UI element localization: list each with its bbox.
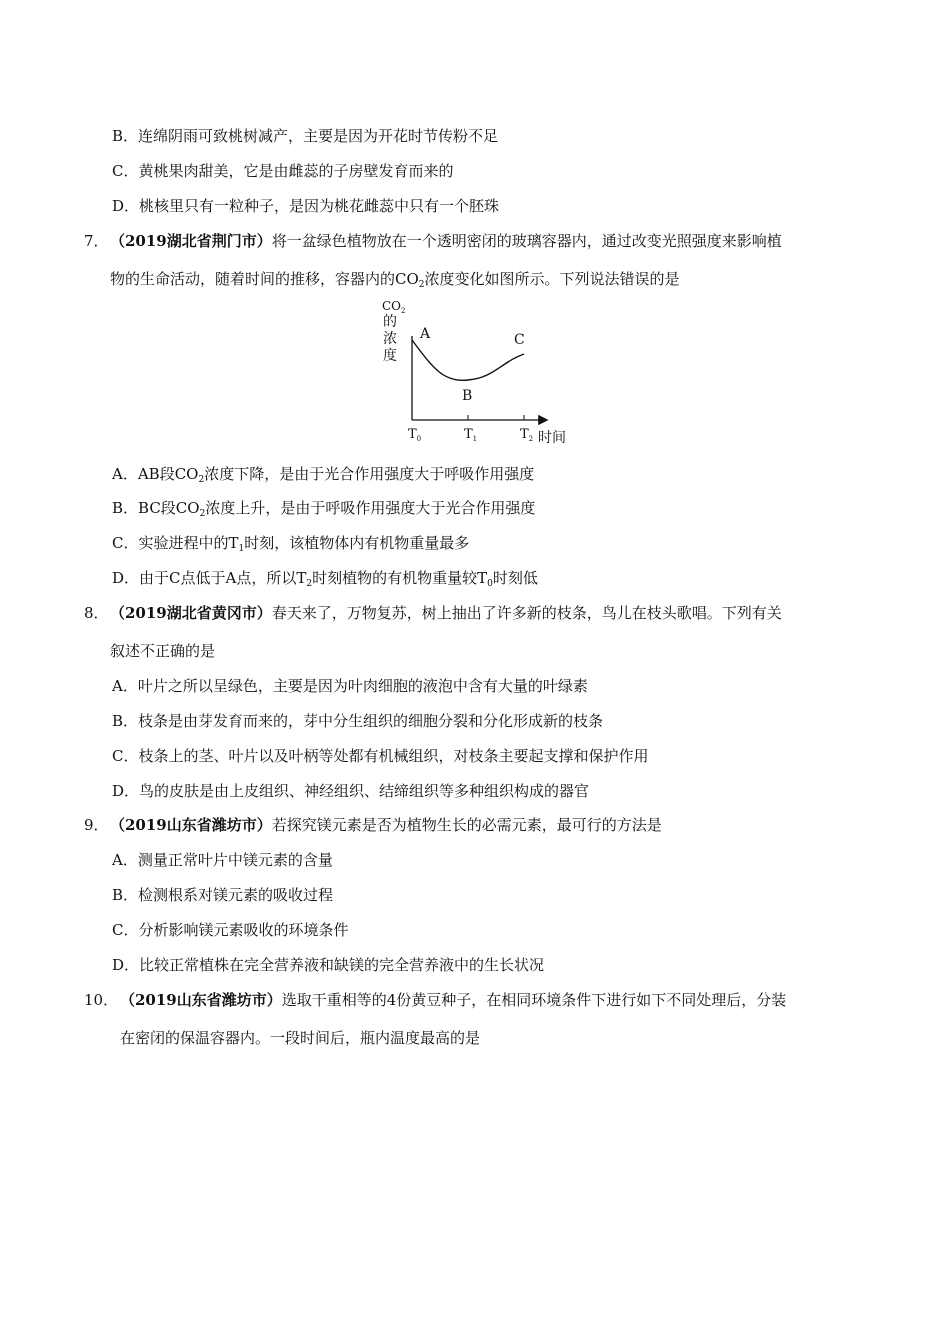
option-text: 桃核里只有一粒种子，是因为桃花雌蕊中只有一个胚珠 bbox=[139, 197, 500, 215]
y-axis-label-char-2: 浓 bbox=[383, 331, 397, 347]
q8-stem-line-1: （2019湖北省黄冈市）春天来了，万物复苏，树上抽出了许多新的枝条，鸟儿在枝头歌唱。下列有关 bbox=[110, 604, 782, 622]
y-axis-label-char-1: 的 bbox=[383, 314, 397, 330]
x-tick-label: $T_0$ bbox=[408, 427, 422, 443]
q9-option-b: B．检测根系对镁元素的吸收过程 bbox=[112, 886, 334, 904]
q7-option-c: C．实验进程中的$T_1$时刻，该植物体内有机物重量最多 bbox=[112, 534, 470, 554]
q7-source: （2019湖北省荆门市） bbox=[110, 232, 272, 250]
q10-stem-line-2: 在密闭的保温容器内。一段时间后，瓶内温度最高的是 bbox=[120, 1029, 481, 1047]
point-label-b: B bbox=[462, 388, 473, 404]
q9-stem-line-1: （2019山东省潍坊市）若探究镁元素是否为植物生长的必需元素，最可行的方法是 bbox=[110, 816, 662, 834]
q7-option-a: A．AB段$CO_2$浓度下降，是由于光合作用强度大于呼吸作用强度 bbox=[112, 465, 535, 485]
q8-source: （2019湖北省黄冈市） bbox=[110, 604, 272, 622]
y-axis-label-char-3: 度 bbox=[383, 348, 397, 364]
q10-stem-line-1: （2019山东省潍坊市）选取干重相等的4份黄豆种子，在相同环境条件下进行如下不同处理后，分装 bbox=[120, 991, 787, 1009]
q8-option-c: C．枝条上的茎、叶片以及叶柄等处都有机械组织，对枝条主要起支撑和保护作用 bbox=[112, 747, 649, 765]
q9-source: （2019山东省潍坊市） bbox=[110, 816, 272, 834]
option-text: 连绵阴雨可致桃树减产，主要是因为开花时节传粉不足 bbox=[138, 127, 499, 145]
x-tick-label: $T_2$ bbox=[520, 427, 534, 443]
q6-option-c bbox=[112, 161, 454, 181]
q9-option-a: A．测量正常叶片中镁元素的含量 bbox=[112, 851, 333, 869]
option-letter: B． bbox=[112, 127, 139, 145]
q9-option-d: D．比较正常植株在完全营养液和缺镁的完全营养液中的生长状况 bbox=[112, 956, 545, 974]
y-axis-label: $CO_2$ bbox=[382, 299, 406, 315]
q7-stem-line-1 bbox=[110, 231, 782, 251]
q7-stem-1: 将一盆绿色植物放在一个透明密闭的玻璃容器内，通过改变光照强度来影响植 bbox=[271, 232, 782, 250]
q9-number: 9． bbox=[84, 816, 109, 834]
q8-stem-line-2: 叙述不正确的是 bbox=[110, 642, 216, 660]
option-letter: D． bbox=[112, 197, 140, 215]
co2-concentration-chart bbox=[370, 296, 580, 448]
q8-option-a: A．叶片之所以呈绿色，主要是因为叶肉细胞的液泡中含有大量的叶绿素 bbox=[112, 677, 588, 695]
q8-number: 8． bbox=[84, 604, 109, 622]
q8-option-b: B．枝条是由芽发育而来的，芽中分生组织的细胞分裂和分化形成新的枝条 bbox=[112, 712, 604, 730]
q10-source: （2019山东省潍坊市） bbox=[120, 991, 282, 1009]
q7-number: 7． bbox=[84, 232, 109, 250]
q9-option-c: C．分析影响镁元素吸收的环境条件 bbox=[112, 921, 349, 939]
x-tick-label: $T_1$ bbox=[464, 427, 478, 443]
q7-option-d: D．由于C点低于A点，所以$T_2$时刻植物的有机物重量较$T_0$时刻低 bbox=[112, 569, 538, 589]
x-axis-label: 时间 bbox=[538, 430, 566, 446]
co2-curve bbox=[412, 340, 524, 380]
q6-option-b bbox=[112, 126, 498, 146]
point-label-a: A bbox=[420, 326, 431, 342]
q6-option-d bbox=[112, 196, 499, 216]
q7-option-b: B．BC段$CO_2$浓度上升，是由于呼吸作用强度大于光合作用强度 bbox=[112, 499, 536, 519]
q7-stem-line-2: 物的生命活动，随着时间的推移，容器内的$CO_2$浓度变化如图所示。下列说法错误的是 bbox=[110, 270, 680, 290]
point-label-c: C bbox=[514, 332, 525, 348]
q8-option-d: D．鸟的皮肤是由上皮组织、神经组织、结缔组织等多种组织构成的器官 bbox=[112, 782, 590, 800]
option-text: 黄桃果肉甜美，它是由雌蕊的子房壁发育而来的 bbox=[138, 162, 454, 180]
option-letter: C． bbox=[112, 162, 139, 180]
q10-number: 10． bbox=[84, 991, 119, 1009]
